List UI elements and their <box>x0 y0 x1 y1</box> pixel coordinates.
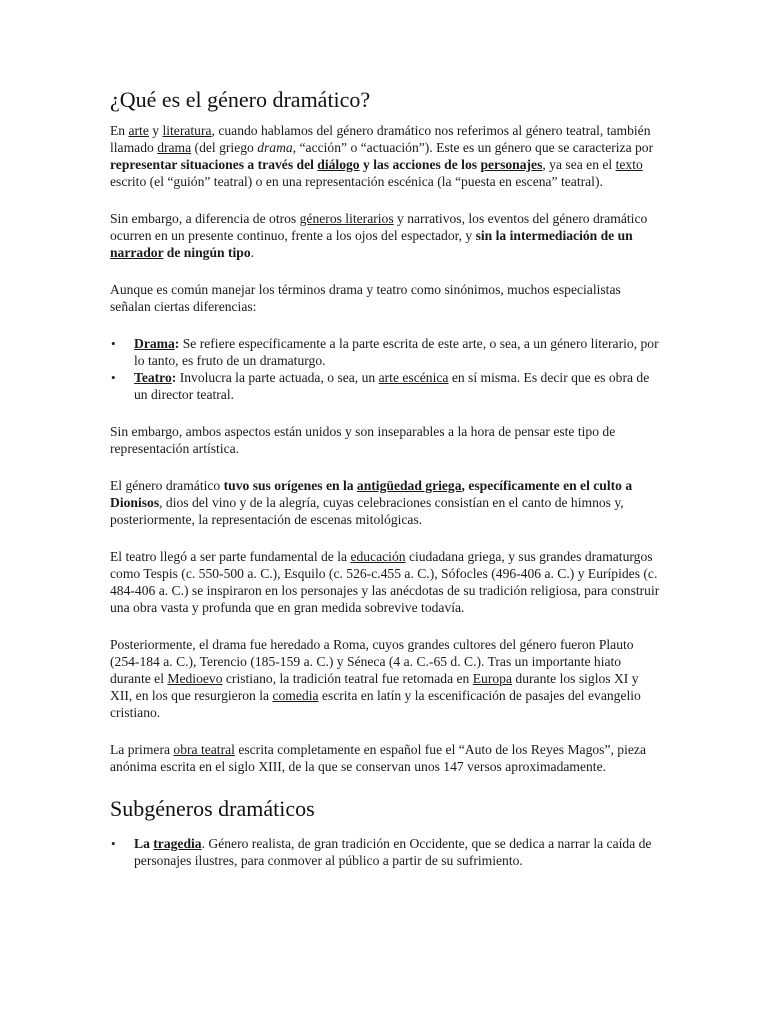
subgenres-list <box>110 835 660 869</box>
term-drama <box>134 336 179 351</box>
bullet-icon: • <box>111 370 116 385</box>
paragraph-greek-theatre <box>110 548 660 616</box>
text: y narrativos, los eventos del género dramático ocurren en un presente continuo, frente a los ojos del espectador, y <box>110 211 648 243</box>
paragraph-united: Sin embargo, ambos aspectos están unidos y son inseparables a la hora de pensar este tipo de representación artística. <box>110 424 616 456</box>
text: Involucra la parte actuada, o sea, un <box>176 370 379 385</box>
text: El género dramático <box>110 478 224 493</box>
link-personajes[interactable]: personajes <box>480 157 543 172</box>
definitions-list <box>110 335 660 403</box>
italic-text: drama <box>257 140 293 155</box>
text: La primera <box>110 742 174 757</box>
paragraph-terms: Aunque es común manejar los términos drama y teatro como sinónimos, muchos especialistas señalan ciertas diferencias: <box>110 282 621 314</box>
section-heading-subgeneros: Subgéneros dramáticos <box>110 796 315 821</box>
colon: : <box>174 336 180 351</box>
text: Se refiere específicamente a la parte escrita de este arte, o sea, a un género literario, por lo tanto, es fruto de un dramaturgo. <box>134 336 659 368</box>
link-antiguedad-griega[interactable]: antigüedad griega <box>356 478 462 493</box>
text: La <box>134 836 154 851</box>
text: , dios del vino y de la alegría, cuyas celebraciones consistían en el canto de himnos y, posteriormente, la representación de escenas mitológicas. <box>110 495 624 527</box>
document-page <box>110 86 660 889</box>
link-drama[interactable]: drama <box>157 140 192 155</box>
link-texto[interactable]: texto <box>615 157 643 172</box>
text: tuvo sus orígenes en la <box>223 478 357 493</box>
text: cristiano, la tradición teatral fue retomada en <box>222 671 473 686</box>
link-narrador[interactable]: narrador <box>110 245 164 260</box>
link-tragedia[interactable]: tragedia <box>153 836 202 851</box>
text: (del griego <box>191 140 258 155</box>
link-obra-teatral[interactable]: obra teatral <box>173 742 235 757</box>
link-term-teatro[interactable]: Teatro <box>134 370 172 385</box>
bold-text <box>134 836 202 851</box>
text: representar situaciones a través del <box>110 157 318 172</box>
bold-text <box>110 157 542 172</box>
link-arte-escenica[interactable]: arte escénica <box>378 370 449 385</box>
bullet-icon: • <box>111 836 116 851</box>
list-item-drama <box>110 335 660 369</box>
term-teatro <box>134 370 176 385</box>
text: en sí misma. Es decir que es obra de un director teatral. <box>134 370 650 402</box>
paragraph-origins <box>110 477 660 528</box>
link-europa[interactable]: Europa <box>472 671 513 686</box>
text: Posteriormente, el drama fue heredado a Roma, cuyos grandes cultores del género fueron Plauto (254-184 a. C.), Terencio (185-159 a. C.) y Séneca (4 a. C.-65 d. C.). Tras un importante hiato durante el <box>110 637 634 686</box>
page-title: ¿Qué es el género dramático? <box>110 87 371 112</box>
text: . Género realista, de gran tradición en Occidente, que se dedica a narrar la caída de personajes ilustres, para conmover al público a partir de su sufrimiento. <box>134 836 652 868</box>
text: escrito (el “guión” teatral) o en una representación escénica (la “puesta en escena” teatral). <box>110 174 603 189</box>
text: , específicamente en el culto a Dionisos <box>110 478 633 510</box>
paragraph-differences <box>110 210 660 261</box>
text: y <box>148 123 163 138</box>
paragraph-rome <box>110 636 660 721</box>
link-literatura[interactable]: literatura <box>162 123 212 138</box>
text: de ningún tipo <box>163 245 251 260</box>
link-educacion[interactable]: educación <box>350 549 406 564</box>
text: y las acciones de los <box>359 157 481 172</box>
link-comedia[interactable]: comedia <box>272 688 319 703</box>
text: , cuando hablamos del género dramático nos referimos al género teatral, también llamado <box>110 123 651 155</box>
list-item-tragedia <box>110 835 660 869</box>
text: ciudadana griega, y sus grandes dramaturgos como Tespis (c. 550-500 a. C.), Esquilo (c. 526-c.455 a. C.), Sófocles (496-406 a. C.) y Eurípides (c. 484-406 a. C.) se inspiraron en los personajes y las anécdotas de su tradición religiosa, para construir una obra vasta y profunda que en gran medida sobrevive todavía. <box>110 549 660 615</box>
text: escrita en latín y la escenificación de pasajes del evangelio cristiano. <box>110 688 641 720</box>
paragraph-spanish-theatre <box>110 741 660 775</box>
text: , “acción” o “actuación”). Este es un género que se caracteriza por <box>292 140 654 155</box>
text: sin la intermediación de un <box>475 228 633 243</box>
link-medioevo[interactable]: Medioevo <box>167 671 223 686</box>
colon: : <box>171 370 177 385</box>
link-arte[interactable]: arte <box>128 123 149 138</box>
paragraph-intro <box>110 122 660 190</box>
text: durante los siglos XI y XII, en los que resurgieron la <box>110 671 639 703</box>
list-item-teatro <box>110 369 660 403</box>
text: . <box>250 245 255 260</box>
link-term-drama[interactable]: Drama <box>134 336 175 351</box>
link-dialogo[interactable]: diálogo <box>317 157 360 172</box>
text: escrita completamente en español fue el “Auto de los Reyes Magos”, pieza anónima escrita en el siglo XIII, de la que se conservan unos 147 versos aproximadamente. <box>110 742 646 774</box>
bullet-icon: • <box>111 336 116 351</box>
text: , ya sea en el <box>542 157 616 172</box>
link-generos-literarios[interactable]: géneros literarios <box>299 211 394 226</box>
text: El teatro llegó a ser parte fundamental de la <box>110 549 351 564</box>
text: Sin embargo, a diferencia de otros <box>110 211 300 226</box>
text: En <box>110 123 129 138</box>
